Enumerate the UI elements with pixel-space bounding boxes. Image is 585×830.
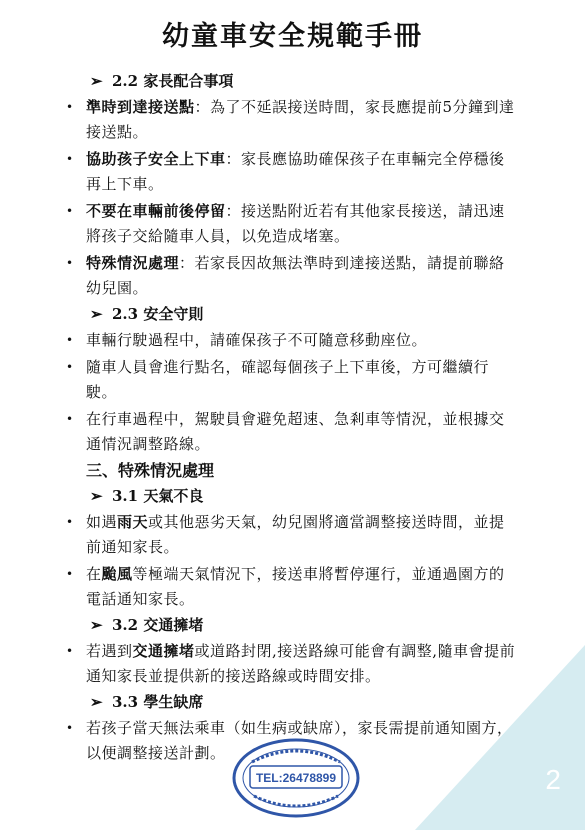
bullet-icon: • <box>66 644 74 658</box>
arrow-bullet-icon: ➢ <box>90 616 103 634</box>
arrow-bullet-icon: ➢ <box>90 72 103 90</box>
bullet-icon: • <box>66 152 74 166</box>
section-heading-2-2: ➢ 2.2 家長配合事項 <box>90 72 234 90</box>
page-number: 2 <box>545 764 561 795</box>
arrow-bullet-icon: ➢ <box>90 487 103 505</box>
list-item: • 協助孩子安全上下車：家長應協助確保孩子在車輛完全停穩後再上下車。 <box>58 147 518 197</box>
list-item: • 車輛行駛過程中，請確保孩子不可隨意移動座位。 <box>58 328 518 353</box>
section-heading-2-3: ➢ 2.3 安全守則 <box>90 305 204 323</box>
kindergarten-seal-stamp <box>230 736 362 820</box>
list-item: • 如遇雨天或其他惡劣天氣，幼兒園將適當調整接送時間，並提前通知家長。 <box>58 510 518 560</box>
stamp-top-text-marks <box>252 751 340 762</box>
bullet-icon: • <box>66 721 74 735</box>
list-item: • 隨車人員會進行點名，確認每個孩子上下車後，方可繼續行駛。 <box>58 355 518 405</box>
section-heading-3-2: ➢ 3.2 交通擁堵 <box>90 616 204 634</box>
bullet-icon: • <box>66 412 74 426</box>
bullet-icon: • <box>66 333 74 347</box>
list-item: • 若孩子當天無法乘車（如生病或缺席），家長需提前通知園方，以便調整接送計劃。 <box>58 716 518 766</box>
corner-decoration <box>415 645 585 830</box>
bullet-icon: • <box>66 100 74 114</box>
list-item: • 準時到達接送點：為了不延誤接送時間，家長應提前5分鐘到達接送點。 <box>58 95 518 145</box>
bullet-icon: • <box>66 204 74 218</box>
section-heading-3-3: ➢ 3.3 學生缺席 <box>90 693 204 711</box>
list-item: • 若遇到交通擁堵或道路封閉,接送路線可能會有調整,隨車會提前通知家長並提供新的接送路線或時間安排。 <box>58 639 518 689</box>
document-title: 幼童車安全規範手冊 <box>162 21 423 52</box>
bullet-icon: • <box>66 360 74 374</box>
bullet-icon: • <box>66 567 74 581</box>
bullet-icon: • <box>66 256 74 270</box>
chapter-heading-3: 三、特殊情況處理 <box>86 461 215 480</box>
list-item: • 不要在車輛前後停留：接送點附近若有其他家長接送，請迅速將孩子交給隨車人員，以免造成堵塞。 <box>58 199 518 249</box>
bullet-icon: • <box>66 515 74 529</box>
arrow-bullet-icon: ➢ <box>90 305 103 323</box>
arrow-bullet-icon: ➢ <box>90 693 103 711</box>
stamp-phone: TEL:26478899 <box>255 771 337 785</box>
list-item: • 在颱風等極端天氣情況下，接送車將暫停運行，並通過園方的電話通知家長。 <box>58 562 518 612</box>
section-heading-3-1: ➢ 3.1 天氣不良 <box>90 487 204 505</box>
list-item: • 特殊情況處理：若家長因故無法準時到達接送點，請提前聯絡幼兒園。 <box>58 251 518 301</box>
list-item: • 在行車過程中，駕駛員會避免超速、急剎車等情況，並根據交通情況調整路線。 <box>58 407 518 457</box>
stamp-bottom-text-marks <box>254 796 338 806</box>
